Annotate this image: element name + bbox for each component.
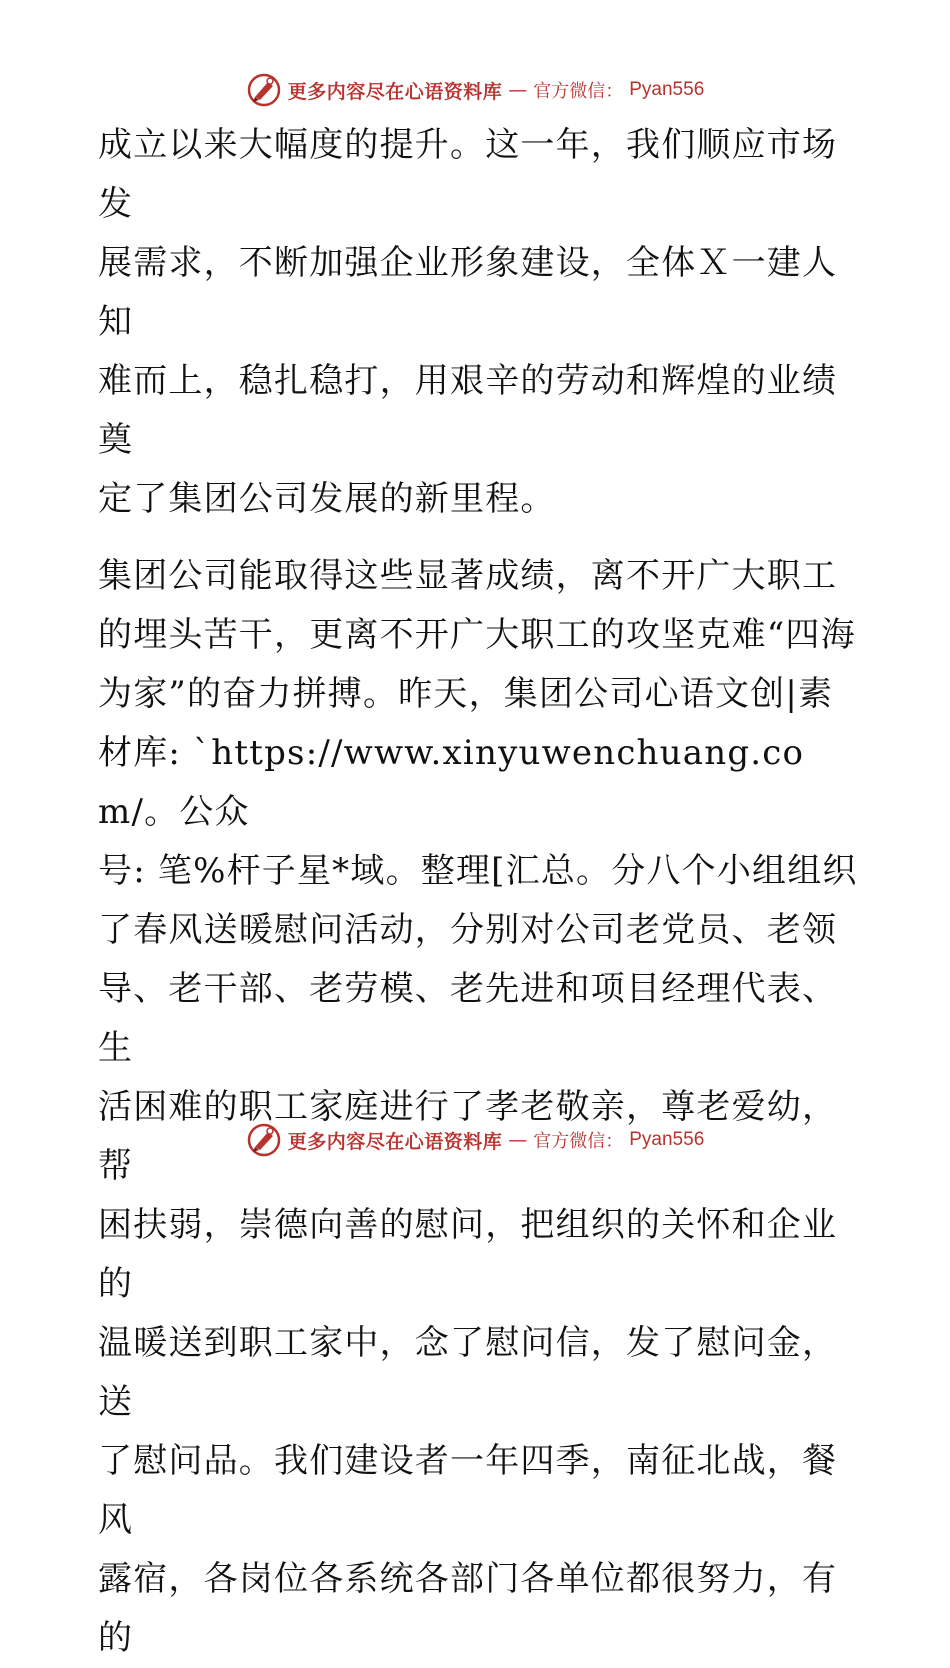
footer-banner-subtitle: 官方微信： [533,1131,624,1152]
paragraph-1: 成立以来大幅度的提升。这一年，我们顺应市场发 展需求，不断加强企业形象建设，全体Ｘ一建人知 难而上，稳扎稳打，用艰辛的劳动和辉煌的业绩奠 定了集团公司发展的新里程。 [98,125,838,519]
header-banner [0,70,950,110]
header-banner-dash: — [508,79,528,101]
header-banner-text: 更多内容尽在心语资料库 [287,80,503,103]
pen-logo-icon [246,72,282,108]
header-wechat-id: Pyan556 [629,79,705,100]
paragraph-2: 集团公司能取得这些显著成绩，离不开广大职工 的埋头苦干，更离不开广大职工的攻坚克难“四海 为家”的奋力拼搏。昨天，集团公司心语文创|素 材库: `https://www.xinyuwenchuang.com/。公众 号: 笔%杆子星*域。整理[汇总。分八个小组组织 了春风送暖慰问活动，分别对公司老党员、老领 导、老干部、老劳模、老先进和项目经理代表、生 活困难的职工家庭进行了孝老敬亲，尊老爱幼，帮 困扶弱，崇德向善的慰问，把组织的关怀和企业的 温暖送到职工家中，念了慰问信，发了慰问金，送 了慰问品。我们建设者一年四季，南征北战，餐风 露宿，各岗位各系统各部门各单位都很努力，有的 [98,556,858,1658]
pen-logo-icon [246,1122,282,1158]
footer-banner-dash: — [508,1129,528,1151]
header-banner-subtitle: 官方微信： [533,81,624,102]
footer-banner-text: 更多内容尽在心语资料库 [287,1130,503,1153]
footer-banner [0,1120,950,1160]
footer-wechat-id: Pyan556 [629,1129,705,1150]
document-body [98,116,858,1668]
